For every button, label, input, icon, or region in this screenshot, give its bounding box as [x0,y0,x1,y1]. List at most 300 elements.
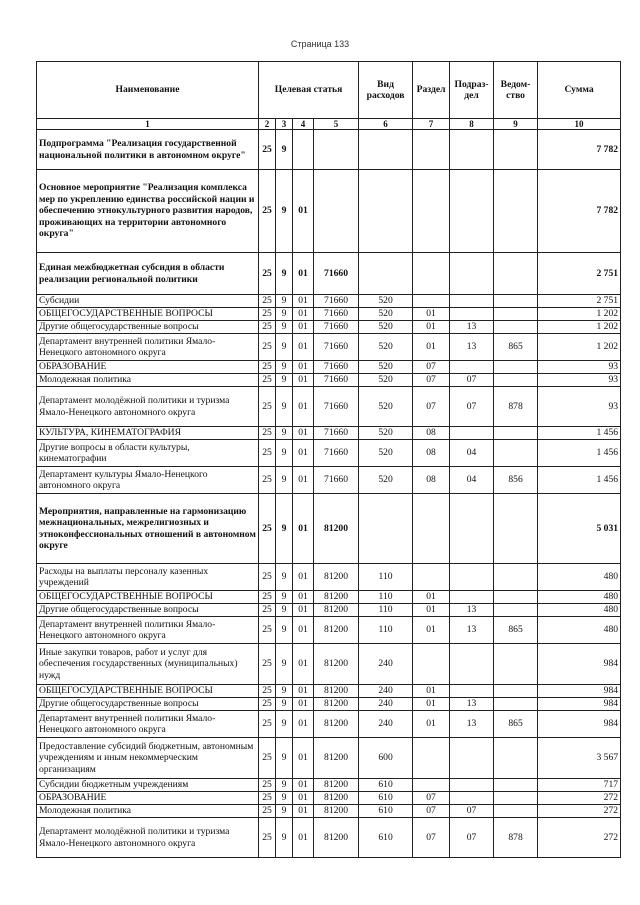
section-code: 01 [413,321,450,334]
amount-value: 7 782 [538,130,621,170]
target-code-subprogram: 9 [276,564,293,591]
target-code-direction: 71660 [314,334,359,361]
amount-value: 1 456 [538,427,621,440]
amount-value: 984 [538,685,621,698]
table-row [37,295,621,308]
subsection-code: 13 [450,334,494,361]
target-code-subprogram: 9 [276,805,293,818]
target-code-subprogram: 9 [276,494,293,564]
subsection-code [450,308,494,321]
header-target-article: Целевая статья [259,62,359,119]
target-code-direction: 81200 [314,644,359,685]
column-number: 6 [359,119,413,130]
department-code [494,427,538,440]
subsection-code [450,564,494,591]
subsection-code [450,738,494,779]
row-name: ОБРАЗОВАНИЕ [37,792,259,805]
expense-type-code: 520 [359,334,413,361]
amount-value: 984 [538,644,621,685]
target-code-activity: 01 [293,361,314,374]
row-name: ОБЩЕГОСУДАРСТВЕННЫЕ ВОПРОСЫ [37,685,259,698]
header-section: Раздел [413,62,450,119]
expense-type-code: 610 [359,805,413,818]
target-code-program: 25 [259,321,276,334]
target-code-activity: 01 [293,253,314,295]
target-code-direction: 81200 [314,564,359,591]
table-row [37,617,621,644]
department-code [494,644,538,685]
department-code: 878 [494,387,538,427]
amount-value: 480 [538,591,621,604]
expense-type-code: 520 [359,427,413,440]
amount-value: 272 [538,818,621,858]
section-code [413,644,450,685]
target-code-program: 25 [259,685,276,698]
amount-value: 93 [538,361,621,374]
table-row [37,308,621,321]
expense-type-code [359,130,413,170]
target-code-program: 25 [259,467,276,494]
row-name: Единая межбюджетная субсидия в области реализации региональной политики [37,253,259,295]
target-code-program: 25 [259,440,276,467]
target-code-subprogram: 9 [276,427,293,440]
table-row [37,805,621,818]
target-code-activity: 01 [293,467,314,494]
target-code-subprogram: 9 [276,711,293,738]
department-code: 865 [494,617,538,644]
expense-type-code [359,494,413,564]
amount-value: 1 456 [538,440,621,467]
target-code-program: 25 [259,427,276,440]
target-code-program: 25 [259,818,276,858]
target-code-direction: 81200 [314,805,359,818]
department-code [494,130,538,170]
target-code-subprogram: 9 [276,685,293,698]
target-code-activity: 01 [293,387,314,427]
target-code-program: 25 [259,805,276,818]
target-code-program: 25 [259,644,276,685]
target-code-activity: 01 [293,170,314,253]
row-name: Иные закупки товаров, работ и услуг для обеспечения государственных (муниципальных) нужд [37,644,259,685]
header-row [37,62,621,119]
row-name: Департамент внутренней политики Ямало-Ненецкого автономного округа [37,334,259,361]
department-code [494,604,538,617]
target-code-direction: 71660 [314,374,359,387]
column-number: 7 [413,119,450,130]
row-name: Основное мероприятие "Реализация комплекса мер по укреплению единства российской нации и обеспечению этнокультурного развития народов, проживающих на территории автономного округа" [37,170,259,253]
target-code-subprogram: 9 [276,440,293,467]
expense-type-code: 110 [359,617,413,644]
department-code [494,440,538,467]
department-code [494,685,538,698]
target-code-activity: 01 [293,374,314,387]
target-code-direction: 71660 [314,321,359,334]
row-name: Департамент внутренней политики Ямало-Ненецкого автономного округа [37,617,259,644]
department-code [494,321,538,334]
column-number: 2 [259,119,276,130]
department-code [494,494,538,564]
section-code: 08 [413,440,450,467]
expense-type-code: 610 [359,792,413,805]
target-code-program: 25 [259,361,276,374]
department-code [494,295,538,308]
header-expense-type: Вид расходов [359,62,413,119]
subsection-code: 04 [450,440,494,467]
department-code [494,361,538,374]
subsection-code: 07 [450,374,494,387]
amount-value: 480 [538,617,621,644]
target-code-activity: 01 [293,564,314,591]
target-code-program: 25 [259,711,276,738]
target-code-direction: 81200 [314,711,359,738]
expense-type-code: 240 [359,644,413,685]
column-number: 5 [314,119,359,130]
table-row [37,467,621,494]
target-code-activity: 01 [293,644,314,685]
department-code [494,170,538,253]
amount-value: 1 202 [538,321,621,334]
row-name: Предоставление субсидий бюджетным, автономным учреждениям и иным некоммерческим организациям [37,738,259,779]
table-row [37,779,621,792]
amount-value: 1 202 [538,334,621,361]
amount-value: 93 [538,387,621,427]
expense-type-code: 610 [359,818,413,858]
row-name: ОБЩЕГОСУДАРСТВЕННЫЕ ВОПРОСЫ [37,308,259,321]
target-code-subprogram: 9 [276,591,293,604]
target-code-direction: 81200 [314,591,359,604]
target-code-activity: 01 [293,321,314,334]
target-code-direction [314,130,359,170]
target-code-direction: 81200 [314,685,359,698]
expense-type-code [359,170,413,253]
target-code-direction: 81200 [314,792,359,805]
table-row [37,818,621,858]
subsection-code: 13 [450,617,494,644]
subsection-code [450,170,494,253]
amount-value: 93 [538,374,621,387]
subsection-code: 13 [450,698,494,711]
table-row [37,685,621,698]
row-name: Департамент молодёжной политики и туризма Ямало-Ненецкого автономного округа [37,387,259,427]
subsection-code [450,591,494,604]
department-code: 865 [494,711,538,738]
subsection-code: 13 [450,604,494,617]
target-code-program: 25 [259,253,276,295]
department-code [494,779,538,792]
target-code-activity: 01 [293,711,314,738]
amount-value: 5 031 [538,494,621,564]
subsection-code [450,427,494,440]
section-code [413,564,450,591]
target-code-activity: 01 [293,805,314,818]
target-code-subprogram: 9 [276,467,293,494]
department-code [494,591,538,604]
target-code-program: 25 [259,295,276,308]
subsection-code: 07 [450,818,494,858]
target-code-subprogram: 9 [276,321,293,334]
target-code-subprogram: 9 [276,387,293,427]
target-code-activity: 01 [293,295,314,308]
expense-type-code: 520 [359,321,413,334]
row-name: Молодежная политика [37,374,259,387]
table-row [37,604,621,617]
target-code-direction: 71660 [314,427,359,440]
target-code-program: 25 [259,604,276,617]
subsection-code [450,494,494,564]
target-code-activity: 01 [293,427,314,440]
section-code: 08 [413,467,450,494]
target-code-direction: 71660 [314,387,359,427]
section-code: 08 [413,427,450,440]
amount-value: 1 202 [538,308,621,321]
target-code-subprogram: 9 [276,334,293,361]
row-name: Департамент внутренней политики Ямало-Ненецкого автономного округа [37,711,259,738]
section-code: 07 [413,792,450,805]
target-code-activity: 01 [293,308,314,321]
expense-type-code: 110 [359,604,413,617]
row-name: Другие общегосударственные вопросы [37,698,259,711]
expense-type-code: 520 [359,440,413,467]
department-code [494,374,538,387]
target-code-subprogram: 9 [276,738,293,779]
table-row [37,711,621,738]
section-code: 07 [413,805,450,818]
row-name: Молодежная политика [37,805,259,818]
department-code: 865 [494,334,538,361]
row-name: КУЛЬТУРА, КИНЕМАТОГРАФИЯ [37,427,259,440]
section-code: 01 [413,308,450,321]
expense-type-code: 520 [359,387,413,427]
row-name: Субсидии бюджетным учреждениям [37,779,259,792]
target-code-subprogram: 9 [276,644,293,685]
target-code-program: 25 [259,738,276,779]
subsection-code [450,130,494,170]
target-code-subprogram: 9 [276,308,293,321]
subsection-code: 13 [450,321,494,334]
target-code-direction [314,170,359,253]
target-code-activity: 01 [293,334,314,361]
table-row [37,440,621,467]
department-code: 878 [494,818,538,858]
amount-value: 7 782 [538,170,621,253]
header-name: Наименование [37,62,259,119]
column-number: 8 [450,119,494,130]
amount-value: 717 [538,779,621,792]
section-code: 07 [413,387,450,427]
section-code [413,295,450,308]
target-code-subprogram: 9 [276,361,293,374]
row-name: ОБЩЕГОСУДАРСТВЕННЫЕ ВОПРОСЫ [37,591,259,604]
expense-type-code: 110 [359,564,413,591]
amount-value: 1 456 [538,467,621,494]
target-code-program: 25 [259,334,276,361]
target-code-activity: 01 [293,591,314,604]
subsection-code [450,792,494,805]
table-row [37,334,621,361]
subsection-code [450,295,494,308]
target-code-program: 25 [259,494,276,564]
department-code [494,308,538,321]
target-code-activity: 01 [293,604,314,617]
target-code-subprogram: 9 [276,295,293,308]
section-code: 01 [413,604,450,617]
target-code-direction: 81200 [314,779,359,792]
amount-value: 2 751 [538,253,621,295]
expense-type-code: 240 [359,698,413,711]
subsection-code: 07 [450,805,494,818]
target-code-activity: 01 [293,698,314,711]
target-code-direction: 81200 [314,818,359,858]
department-code [494,253,538,295]
subsection-code: 13 [450,711,494,738]
expense-type-code: 240 [359,711,413,738]
table-row [37,738,621,779]
target-code-program: 25 [259,617,276,644]
target-code-activity: 01 [293,818,314,858]
row-name: Департамент культуры Ямало-Ненецкого автономного округа [37,467,259,494]
column-number: 1 [37,119,259,130]
expense-type-code: 240 [359,685,413,698]
subsection-code [450,685,494,698]
amount-value: 272 [538,792,621,805]
target-code-activity: 01 [293,494,314,564]
target-code-subprogram: 9 [276,792,293,805]
target-code-direction: 81200 [314,698,359,711]
expense-type-code: 610 [359,779,413,792]
expense-type-code: 520 [359,308,413,321]
target-code-activity: 01 [293,617,314,644]
column-number: 10 [538,119,621,130]
page-number: Страница 133 [290,39,350,49]
table-row [37,494,621,564]
target-code-activity [293,130,314,170]
target-code-direction: 71660 [314,253,359,295]
table-row [37,374,621,387]
section-code [413,779,450,792]
target-code-program: 25 [259,698,276,711]
target-code-program: 25 [259,779,276,792]
target-code-program: 25 [259,387,276,427]
budget-table [36,61,621,858]
target-code-activity: 01 [293,738,314,779]
table-row [37,361,621,374]
target-code-activity: 01 [293,685,314,698]
row-name: Расходы на выплаты персоналу казенных учреждений [37,564,259,591]
expense-type-code: 110 [359,591,413,604]
target-code-program: 25 [259,374,276,387]
target-code-subprogram: 9 [276,698,293,711]
target-code-program: 25 [259,130,276,170]
expense-type-code: 520 [359,374,413,387]
department-code [494,792,538,805]
department-code [494,698,538,711]
column-number: 9 [494,119,538,130]
subsection-code [450,361,494,374]
section-code [413,494,450,564]
column-number: 3 [276,119,293,130]
section-code: 01 [413,617,450,644]
target-code-program: 25 [259,308,276,321]
target-code-direction: 81200 [314,604,359,617]
table-row [37,644,621,685]
table-row [37,792,621,805]
target-code-activity: 01 [293,440,314,467]
target-code-subprogram: 9 [276,253,293,295]
department-code: 856 [494,467,538,494]
target-code-activity: 01 [293,779,314,792]
section-code [413,253,450,295]
target-code-program: 25 [259,170,276,253]
header-amount: Сумма [538,62,621,119]
department-code [494,805,538,818]
amount-value: 2 751 [538,295,621,308]
target-code-subprogram: 9 [276,130,293,170]
section-code: 07 [413,818,450,858]
section-code: 01 [413,711,450,738]
table-row [37,698,621,711]
department-code [494,564,538,591]
table-row [37,130,621,170]
target-code-subprogram: 9 [276,818,293,858]
amount-value: 984 [538,698,621,711]
subsection-code [450,644,494,685]
row-name: Мероприятия, направленные на гармонизацию межнациональных, межрелигиозных и этноконфессиональных отношений в автономном округе [37,494,259,564]
subsection-code [450,779,494,792]
target-code-direction: 81200 [314,494,359,564]
section-code: 07 [413,374,450,387]
table-row [37,387,621,427]
table-row [37,321,621,334]
row-name: Департамент молодёжной политики и туризма Ямало-Ненецкого автономного округа [37,818,259,858]
target-code-subprogram: 9 [276,374,293,387]
expense-type-code [359,253,413,295]
target-code-activity: 01 [293,792,314,805]
subsection-code: 04 [450,467,494,494]
target-code-direction: 71660 [314,308,359,321]
target-code-subprogram: 9 [276,170,293,253]
department-code [494,738,538,779]
amount-value: 3 567 [538,738,621,779]
row-name: ОБРАЗОВАНИЕ [37,361,259,374]
subsection-code: 07 [450,387,494,427]
target-code-subprogram: 9 [276,779,293,792]
header-subsection: Подраз-дел [450,62,494,119]
amount-value: 272 [538,805,621,818]
target-code-direction: 81200 [314,738,359,779]
amount-value: 984 [538,711,621,738]
section-code: 07 [413,361,450,374]
section-code: 01 [413,591,450,604]
section-code [413,738,450,779]
table-row [37,564,621,591]
amount-value: 480 [538,564,621,591]
row-name: Другие вопросы в области культуры, кинематографии [37,440,259,467]
table-row [37,591,621,604]
amount-value: 480 [538,604,621,617]
row-name: Другие общегосударственные вопросы [37,321,259,334]
target-code-program: 25 [259,564,276,591]
subsection-code [450,253,494,295]
expense-type-code: 520 [359,467,413,494]
section-code [413,170,450,253]
expense-type-code: 520 [359,295,413,308]
target-code-subprogram: 9 [276,604,293,617]
target-code-direction: 71660 [314,361,359,374]
header-department: Ведом-ство [494,62,538,119]
column-number-row [37,119,621,130]
target-code-direction: 81200 [314,617,359,644]
target-code-direction: 71660 [314,295,359,308]
